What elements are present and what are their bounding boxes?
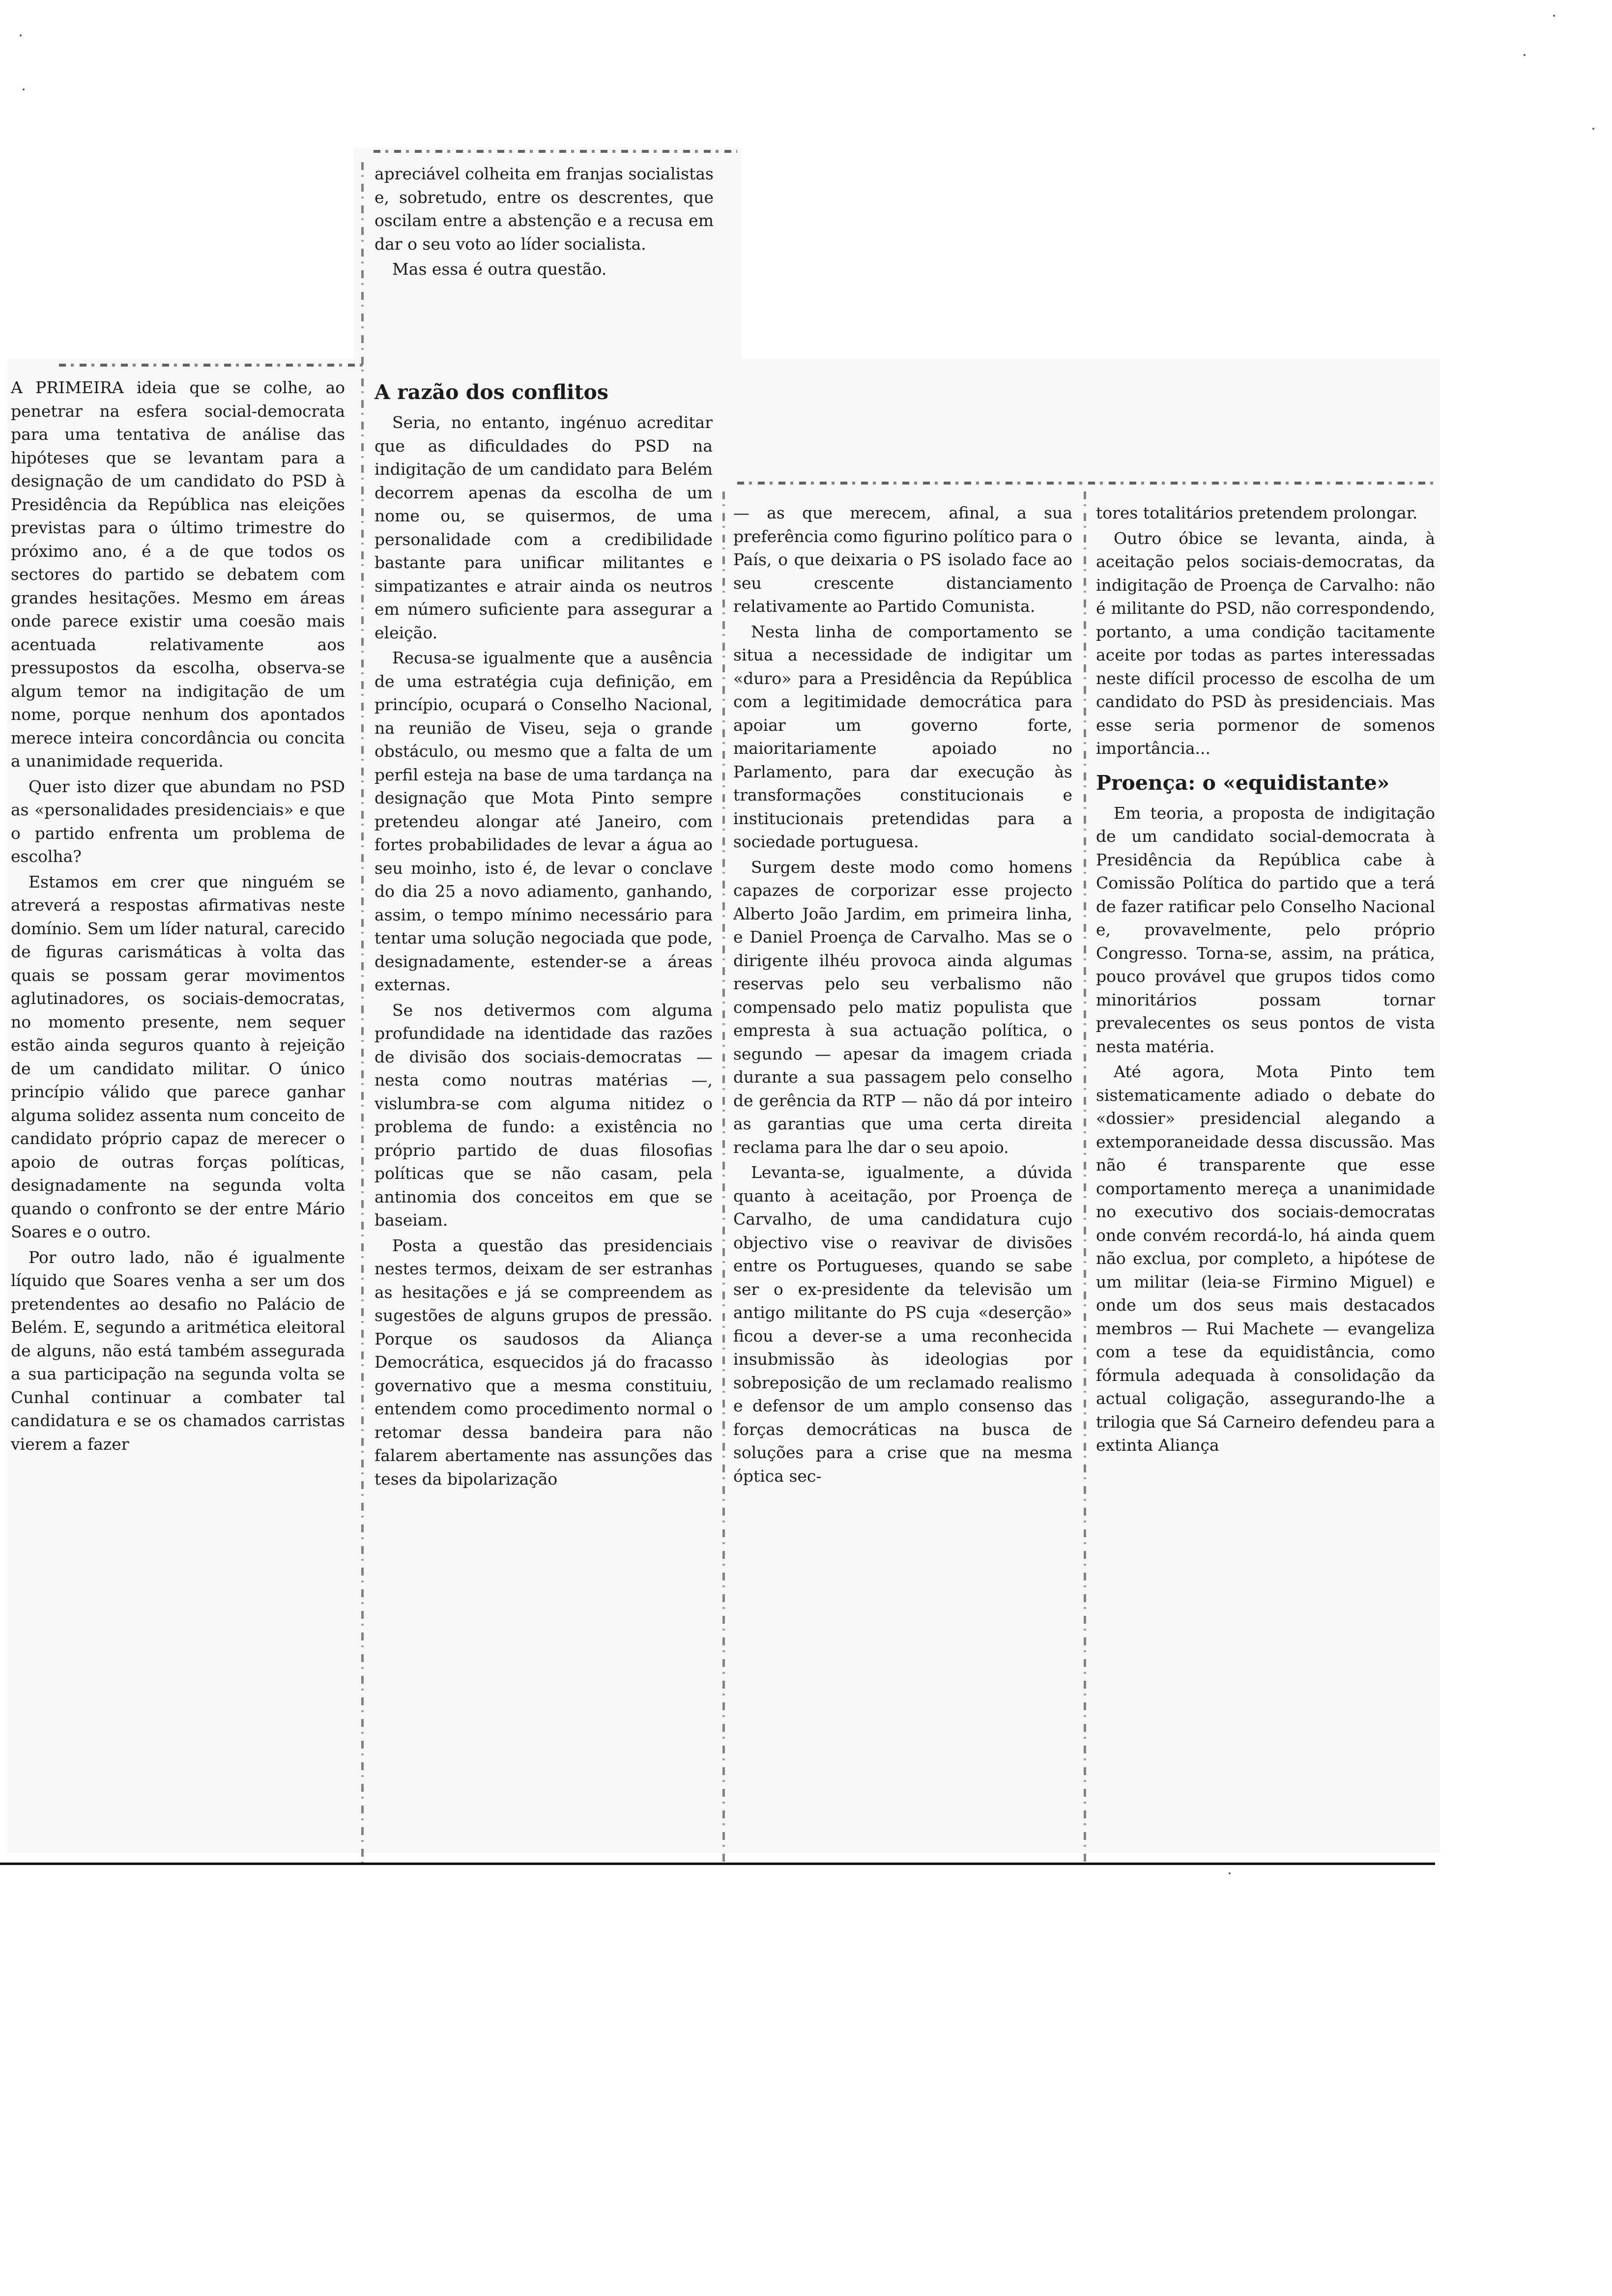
torn-edge-top-left (59, 364, 364, 367)
body-paragraph: Por outro lado, não é igualmente líquido que Soares venha a ser um dos pretendentes ao desafio no Palácio de Belém. E, segundo a aritmética eleitoral de alguns, não está também assegurada a sua participação na segunda volta se Cunhal continuar a combater tal candidatura e se os chamados carristas vierem a fazer (11, 1247, 345, 1454)
article-column-2 (374, 373, 713, 1491)
column-separator (361, 162, 364, 1863)
body-paragraph: Seria, no entanto, ingénuo acreditar que as dificuldades do PSD na indigitação de um candidato para Belém decorrem apenas da escolha de um nome ou, se quisermos, de uma personalidade com a credibilidade bastante para unificar militantes e simpatizantes e atrair ainda os neutros em número suficiente para assegurar a eleição. (374, 413, 713, 642)
article-column-4 (1096, 501, 1435, 1457)
column-separator (1084, 491, 1086, 1863)
column-separator (722, 491, 725, 1863)
body-paragraph: Em teoria, a proposta de indigitação de um candidato social-democrata à Presidência da República cabe à Comissão Política do partido que a terá de fazer ratificar pelo Conselho Nacional e, provavelmente, pelo próprio Congresso. Torna-se, assim, na prática, pouco provável que grupos tidos como minoritários possam tornar prevalecentes os seus pontos de vista nesta matéria. (1096, 803, 1435, 1056)
body-paragraph: Quer isto dizer que abundam no PSD as «personalidades presidenciais» e que o partido enfrenta um problema de escolha? (11, 776, 345, 866)
scan-speck (1229, 1872, 1231, 1874)
body-paragraph: tores totalitários pretendem prolongar. (1096, 503, 1418, 522)
scan-speck (1553, 15, 1555, 17)
body-paragraph: Estamos em crer que ninguém se atreverá a respostas afirmativas neste domínio. Sem um líder natural, carecido de figuras carismáticas à volta das quais se possam gerar movimentos aglutinadores, os sociais-democratas, no momento presente, nem sequer estão ainda seguros quanto à rejeição de um candidato militar. O único princípio válido que parece ganhar alguma solidez assenta num conceito de candidato próprio capaz de merecer o apoio de outras forças políticas, designadamente na segunda volta quando o confronto se der entre Mário Soares e o outro. (11, 872, 345, 1241)
subheading-conflitos: A razão dos conflitos (374, 380, 608, 404)
article-column-1 (11, 376, 345, 1456)
body-paragraph: — as que merecem, afinal, a sua preferência como figurino político para o País, o que deixaria o PS isolado face ao seu crescente distanciamento relativamente ao Partido Comunista. (733, 503, 1072, 616)
body-paragraph: Surgem deste modo como homens capazes de corporizar esse projecto Alberto João Jardim, em primeira linha, e Daniel Proença de Carvalho. Mas se o dirigente ilhéu provoca ainda algumas reservas pelo seu verbalismo não compensado pelo matiz populista que empresta à sua actuação política, o segundo — apesar da imagem criada durante a sua passagem pelo conselho de gerência da RTP — não dá por inteiro as garantias que uma certa direita reclama para lhe dar o seu apoio. (733, 857, 1072, 1157)
scan-speck (23, 88, 25, 90)
lead-paragraph: A PRIMEIRA ideia que se colhe, ao penetrar na esfera social-democrata para uma tentativa de análise das hipóteses que se levantam para a designação de um candidato do PSD à Presidência da República nas eleições previstas para o último trimestre do próximo ano, é a de que todos os sectores do partido se debatem com grandes hesitações. Mesmo em áreas onde parece existir uma coesão mais acentuada relativamente aos pressupostos da escolha, observa-se algum temor na indigitação de um nome, porque nenhum dos apontados merece inteira concordância ou concita a unanimidade requerida. (11, 378, 345, 771)
subheading-equidistante: Proença: o «equidistante» (1096, 771, 1390, 795)
scan-speck (1524, 54, 1526, 56)
body-paragraph: Outro óbice se levanta, ainda, à aceitação pelos sociais-democratas, da indigitação de Proença de Carvalho: não é militante do PSD, não correspondendo, portanto, a uma condição tacitamente aceite por todas as partes interessadas neste difícil processo de escolha de um candidato do PSD às presidenciais. Mas esse seria pormenor de somenos importância... (1096, 528, 1435, 758)
top-fragment-paragraph: apreciável colheita em franjas socialistas e, sobretudo, entre os descrentes, que oscilam entre a abstenção e a recusa em dar o seu voto ao líder socialista. (374, 164, 714, 254)
torn-edge-top-right (737, 482, 1435, 485)
body-paragraph: Posta a questão das presidenciais nestes termos, deixam de ser estranhas as hesitações e já se compreendem as sugestões de alguns grupos de pressão. Porque os saudosos da Aliança Democrática, esquecidos já do fracasso governativo que a mesma constituiu, entendem como procedimento normal o retomar dessa bandeira para não falarem abertamente nas assunções das teses da bipolarização (374, 1235, 713, 1489)
top-fragment-paragraph: Mas essa é outra questão. (392, 259, 607, 279)
body-paragraph: Nesta linha de comportamento se situa a necessidade de indigitar um «duro» para a Presidência da República com a legitimidade democrática para apoiar um governo forte, maioritariamente apoiado no Parlamento, para dar execução às transformações constitucionais e institucionais pretendidas para a sociedade portuguesa. (733, 622, 1072, 851)
scan-speck (1592, 128, 1594, 130)
scan-speck (20, 34, 22, 36)
body-paragraph: Se nos detivermos com alguma profundidade na identidade das razões de divisão dos sociais-democratas — nesta como noutras matérias —, vislumbra-se com alguma nitidez o problema de fundo: a existência no próprio partido de duas filosofias políticas que se não casam, pela antinomia dos conceitos em que se baseiam. (374, 1000, 713, 1230)
body-paragraph: Até agora, Mota Pinto tem sistematicamente adiado o debate do «dossier» presidencial alegando a extemporaneidade dessa discussão. Mas não é transparente que esse comportamento mereça a unanimidade no executivo dos sociais-democratas onde convém recordá-lo, há ainda quem não exclua, por completo, a hipótese de um militar (leia-se Firmino Miguel) e onde um dos seus mais destacados membros — Rui Machete — evangeliza com a tese da equidistância, como fórmula adequada à consolidação da actual coligação, assegurando-lhe a trilogia que Sá Carneiro defendeu para a extinta Aliança (1096, 1062, 1435, 1455)
article-column-3 (733, 501, 1072, 1488)
bottom-rule (0, 1863, 1435, 1865)
body-paragraph: Recusa-se igualmente que a ausência de uma estratégia cuja definição, em princípio, ocupará o Conselho Nacional, na reunião de Viseu, seja o grande obstáculo, ou mesmo que a falta de um perfil esteja na base de uma tardança na designação que Mota Pinto sempre pretendeu alongar até Janeiro, com fortes probabilidades de levar a água ao seu moinho, isto é, de levar o conclave do dia 25 a novo adiamento, ganhando, assim, o tempo mínimo necessário para tentar uma solução negociada que pode, designadamente, estender-se a áreas externas. (374, 648, 713, 994)
torn-edge-top-fragment (374, 150, 737, 153)
body-paragraph: Levanta-se, igualmente, a dúvida quanto à aceitação, por Proença de Carvalho, de uma candidatura cujo objectivo vise o reavivar de divisões entre os Portugueses, quando se sabe ser o ex-presidente da televisão um antigo militante do PS cuja «deserção» ficou a dever-se a uma reconhecida insubmissão às ideologias por sobreposição de um reclamado realismo e defensor de um amplo consenso das forças democráticas na busca de soluções para a crise que na mesma óptica sec- (733, 1163, 1072, 1486)
top-fragment-column (374, 162, 714, 281)
